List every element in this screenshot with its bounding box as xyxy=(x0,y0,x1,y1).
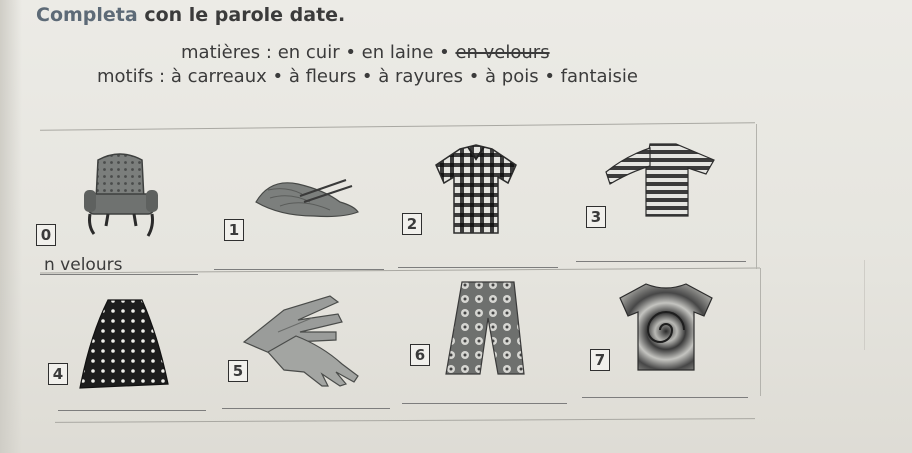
page-shadow xyxy=(0,0,22,453)
instruction-keyword: Completa xyxy=(36,4,138,26)
answer-line-3[interactable] xyxy=(576,261,746,262)
frame-right-bottom xyxy=(760,268,761,396)
material-wool: en laine xyxy=(361,42,434,63)
leather-gloves-icon xyxy=(238,292,368,388)
checked-shirt-icon xyxy=(430,143,522,235)
separator: • xyxy=(462,66,486,87)
number-box-7: 7 xyxy=(590,349,610,371)
materials-label: matières : xyxy=(181,42,272,63)
separator: • xyxy=(266,66,289,87)
number-box-3: 3 xyxy=(586,206,606,228)
page-edge xyxy=(864,260,865,350)
number-box-1: 1 xyxy=(224,219,244,241)
answer-line-6[interactable] xyxy=(402,403,567,404)
separator: • xyxy=(339,42,362,63)
frame-middle xyxy=(40,267,760,273)
answer-line-2[interactable] xyxy=(398,267,558,268)
number-box-2: 2 xyxy=(402,213,422,235)
instruction-text: con le parole date. xyxy=(137,4,346,26)
yarn-knitting-icon xyxy=(250,172,364,220)
floral-trousers-icon xyxy=(444,278,528,378)
frame-right-top xyxy=(756,124,757,269)
example-answer: n velours xyxy=(44,255,123,275)
frame-bottom xyxy=(55,418,755,423)
material-velvet-struck: en velours xyxy=(455,42,550,63)
material-leather: en cuir xyxy=(277,42,340,63)
pattern-checked: à carreaux xyxy=(170,66,267,87)
striped-sweater-icon xyxy=(600,142,720,218)
number-box-0: 0 xyxy=(36,224,56,246)
pattern-striped: à rayures xyxy=(378,66,463,87)
armchair-icon xyxy=(80,152,162,244)
number-box-5: 5 xyxy=(228,360,248,382)
separator: • xyxy=(433,42,456,63)
answer-line-5[interactable] xyxy=(222,408,390,409)
number-box-4: 4 xyxy=(48,363,68,385)
pattern-fancy: fantaisie xyxy=(560,66,638,87)
pattern-floral: à fleurs xyxy=(288,66,357,87)
patterns-line xyxy=(97,66,638,87)
answer-line-4[interactable] xyxy=(58,410,206,411)
frame-top xyxy=(40,122,755,130)
separator: • xyxy=(538,66,561,87)
instruction xyxy=(36,4,345,26)
pattern-polka-dot: à pois xyxy=(485,66,539,87)
patterns-label: motifs : xyxy=(97,66,166,87)
number-box-6: 6 xyxy=(410,344,430,366)
answer-line-7[interactable] xyxy=(582,397,748,398)
tie-dye-tshirt-icon xyxy=(616,280,716,372)
answer-line-1[interactable] xyxy=(214,269,384,270)
polka-dot-skirt-icon xyxy=(78,296,170,390)
materials-line xyxy=(181,42,550,63)
answer-line-0 xyxy=(40,274,198,275)
separator: • xyxy=(356,66,379,87)
